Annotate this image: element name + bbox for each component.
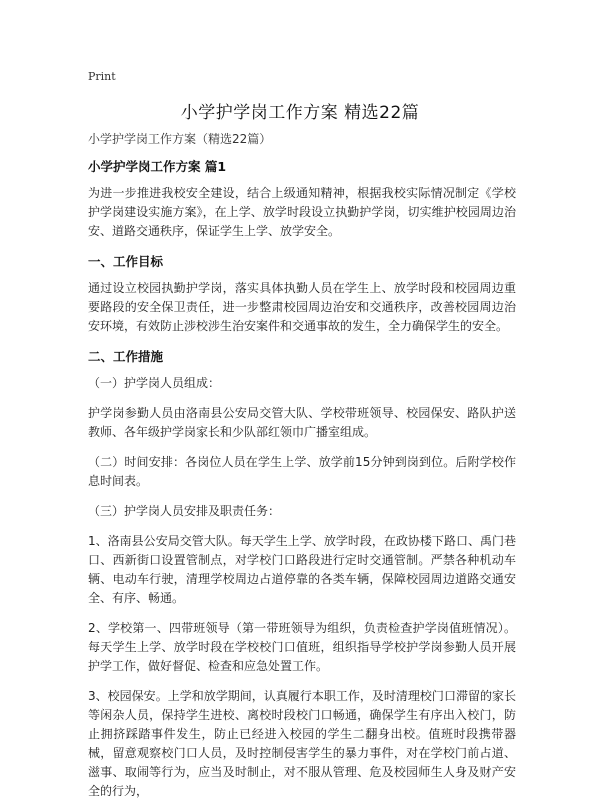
document-body <box>88 130 516 812</box>
print-label: Print <box>88 70 116 83</box>
goal-paragraph: 通过设立校园执勤护学岗，落实具体执勤人员在学生上、放学时段和校园周边重要路段的安全保卫责任，进一步整肃校园周边治安和交通秩序，改善校园周边治安环境，有效防止涉校涉生治安案件和交通事故的发生，全力确保学生的安全。 <box>88 281 516 333</box>
item1-heading: （一）护学岗人员组成： <box>88 376 221 390</box>
item3-heading: （三）护学岗人员安排及职责任务： <box>88 504 281 518</box>
item1-paragraph: 护学岗参勤人员由洛南县公安局交管大队、学校带班领导、校园保安、路队护送教师、各年级护学岗家长和少队部红领巾广播室组成。 <box>88 406 516 439</box>
duty1-paragraph: 1、洛南县公安局交管大队。每天学生上学、放学时段，在政协楼下路口、禹门巷口、西新街口设置管制点，对学校门口路段进行定时交通管制。严禁各种机动车辆、电动车行驶，清理学校周边占道停靠的各类车辆，保障校园周边道路交通安全、有序、畅通。 <box>88 534 516 605</box>
duty2-paragraph: 2、学校第一、四带班领导（第一带班领导为组织，负责检查护学岗值班情况）。每天学生上学、放学时段在学校校门口值班，组织指导学校护学岗参勤人员开展护学工作，做好督促、检查和应急处置工作。 <box>88 621 516 673</box>
section-heading: 小学护学岗工作方案 篇1 <box>88 159 227 174</box>
measures-heading: 二、工作措施 <box>88 349 164 364</box>
goal-heading: 一、工作目标 <box>88 254 164 269</box>
document-title: 小学护学岗工作方案 精选22篇 <box>180 103 420 123</box>
intro-paragraph: 为进一步推进我校安全建设，结合上级通知精神，根据我校实际情况制定《学校护学岗建设实施方案》，在上学、放学时段设立执勤护学岗，切实维护校园周边治安、道路交通秩序，保证学生上学、放学安全。 <box>88 186 516 238</box>
item2-paragraph: （二）时间安排：各岗位人员在学生上学、放学前15分钟到岗到位。后附学校作息时间表。 <box>88 455 516 488</box>
document-subtitle: 小学护学岗工作方案（精选22篇） <box>88 132 272 146</box>
duty3-paragraph: 3、校园保安。上学和放学期间，认真履行本职工作，及时清理校门口滞留的家长等闲杂人员，保持学生进校、离校时段校门口畅通，确保学生有序出入校门，防止拥挤踩踏事件发生，防止已经进入校园的学生二翻身出校。值班时段携带器械，留意观察校门口人员，及时控制侵害学生的暴力事件，对在学校门前占道、滋事、取闹等行为，应当及时制止，对不服从管理、危及校园师生人身及财产安全的行为， <box>88 689 516 798</box>
